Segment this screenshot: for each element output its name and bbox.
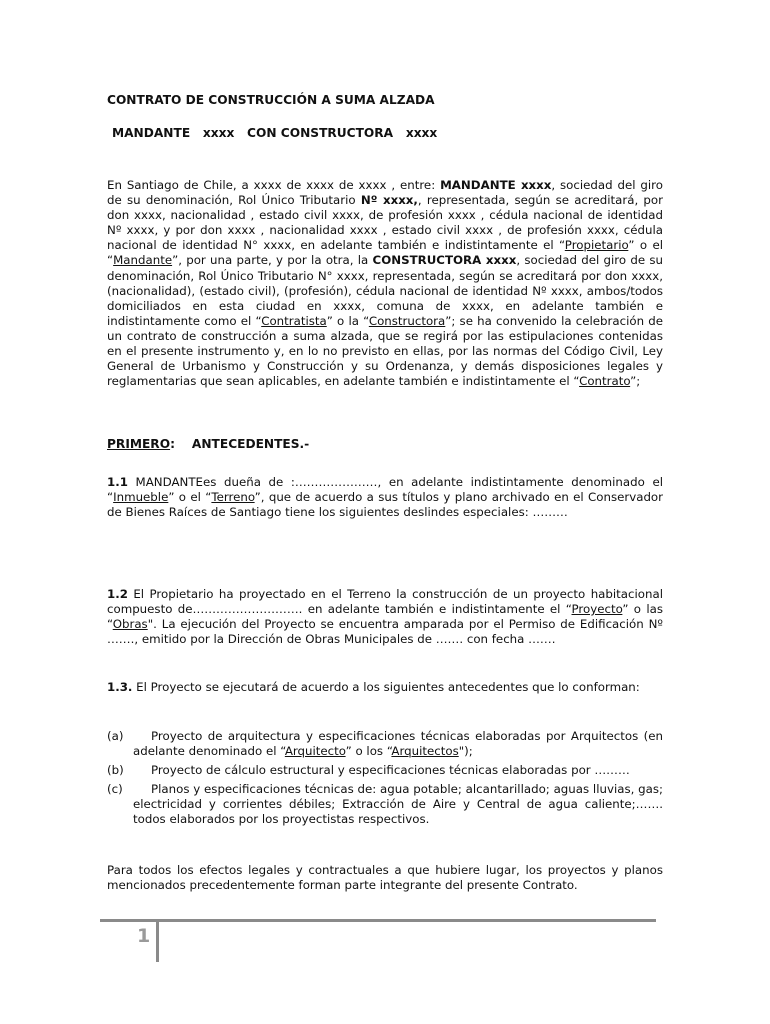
- clause-1-2: 1.2 El Propietario ha proyectado en el Terreno la construcción de un proyecto habitacional compuesto de………………………. en adelante también e indistintamente el “Proyecto” o las “Obras". La ejecución del Proyecto se encuentra amparada por el Permiso de Edificación Nº ……., emitido por la Dirección de Obras Municipales de ……. con fecha …….: [107, 587, 663, 647]
- section-heading-primero: PRIMERO: ANTECEDENTES.-: [107, 437, 310, 451]
- list-item: (b) Proyecto de cálculo estructural y especificaciones técnicas elaboradas por ………: [107, 763, 630, 778]
- term-arquitecto: Arquitecto: [284, 744, 346, 759]
- rut-number: Nº xxxx,: [360, 193, 418, 208]
- term-obras: Obras: [112, 617, 148, 632]
- closing-paragraph: Para todos los efectos legales y contractuales a que hubiere lugar, los proyectos y planos mencionados precedentemente forman parte integrante del presente Contrato.: [107, 863, 663, 893]
- term-contrato: Contrato: [579, 374, 631, 389]
- term-inmueble: Inmueble: [113, 490, 169, 505]
- clause-number: 1.2: [107, 587, 128, 601]
- intro-paragraph: En Santiago de Chile, a xxxx de xxxx de xxxx , entre: MANDANTE xxxx, sociedad del giro de su denominación, Rol Único Tributario Nº xxxx,, representada, según se acreditará, por don xxxx, nacionalidad , estado civil xxxx, de profesión xxxx , cédula nacional de identidad Nº xxxx, y por don xxxx , nacionalidad xxxx , estado civil xxxx , de profesión xxxx, cédula nacional de identidad N° xxxx, en adelante también e indistintamente el “Propietario” o el “Mandante”, por una parte, y por la otra, la CONSTRUCTORA xxxx, sociedad del giro de su denominación, Rol Único Tributario N° xxxx, representada, según se acreditará por don xxxx, (nacionalidad), (estado civil), (profesión), cédula nacional de identidad Nº xxxx, ambos/todos domiciliados en esta ciudad en xxxx, comuna de xxxx, en adelante también e indistintamente como el “Contratista” o la “Constructora”; se ha convenido la celebración de un contrato de construcción a suma alzada, que se regirá por las estipulaciones contenidas en el presente instrumento y, en lo no previsto en ellas, por las normas del Código Civil, Ley General de Urbanismo y Construcción y su Ordenanza, y demás disposiciones legales y reglamentarias que sean aplicables, en adelante también e indistintamente el “Contrato”;: [107, 178, 663, 389]
- document-title: CONTRATO DE CONSTRUCCIÓN A SUMA ALZADA: [107, 93, 435, 107]
- constructora-name: CONSTRUCTORA xxxx: [372, 253, 517, 268]
- term-mandante: Mandante: [113, 253, 173, 268]
- mandante-name: MANDANTE xxxx: [440, 178, 552, 192]
- list-item: (a) Proyecto de arquitectura y especificaciones técnicas elaboradas por Arquitectos (en adelante denominado el “Arquitecto” o los “Arquitectos");: [107, 729, 663, 759]
- term-arquitectos: Arquitectos: [391, 744, 459, 759]
- term-terreno: Terreno: [211, 490, 255, 505]
- clause-1-1: 1.1 MANDANTEes dueña de :…………………, en adelante indistintamente denominado el “Inmueble” o el “Terreno”, que de acuerdo a sus títulos y plano archivado en el Conservador de Bienes Raíces de Santiago tiene los siguientes deslindes especiales: ………: [107, 475, 664, 520]
- list-item: (c) Planos y especificaciones técnicas de: agua potable; alcantarillado; aguas lluvias, gas; electricidad y corrientes débiles; Extracción de Aire y Central de agua caliente;……. todos elaborados por los proyectistas respectivos.: [107, 782, 663, 827]
- list-item-label: (b): [107, 763, 124, 778]
- page-number: 1: [137, 925, 151, 947]
- footer-divider: [100, 919, 656, 922]
- list-item-label: (a): [107, 729, 124, 743]
- clause-number: 1.1: [107, 475, 128, 489]
- document-subtitle: MANDANTE xxxx CON CONSTRUCTORA xxxx: [112, 126, 438, 140]
- term-proyecto: Proyecto: [571, 602, 623, 617]
- antecedentes-list: [107, 729, 663, 828]
- term-constructora: Constructora: [368, 313, 446, 328]
- footer-vertical-divider: [156, 922, 159, 962]
- term-contratista: Contratista: [261, 313, 327, 328]
- term-propietario: Propietario: [564, 238, 629, 253]
- clause-number: 1.3.: [107, 680, 133, 694]
- list-item-label: (c): [107, 782, 123, 797]
- clause-1-3: 1.3. El Proyecto se ejecutará de acuerdo a los siguientes antecedentes que lo conforman:: [107, 680, 640, 694]
